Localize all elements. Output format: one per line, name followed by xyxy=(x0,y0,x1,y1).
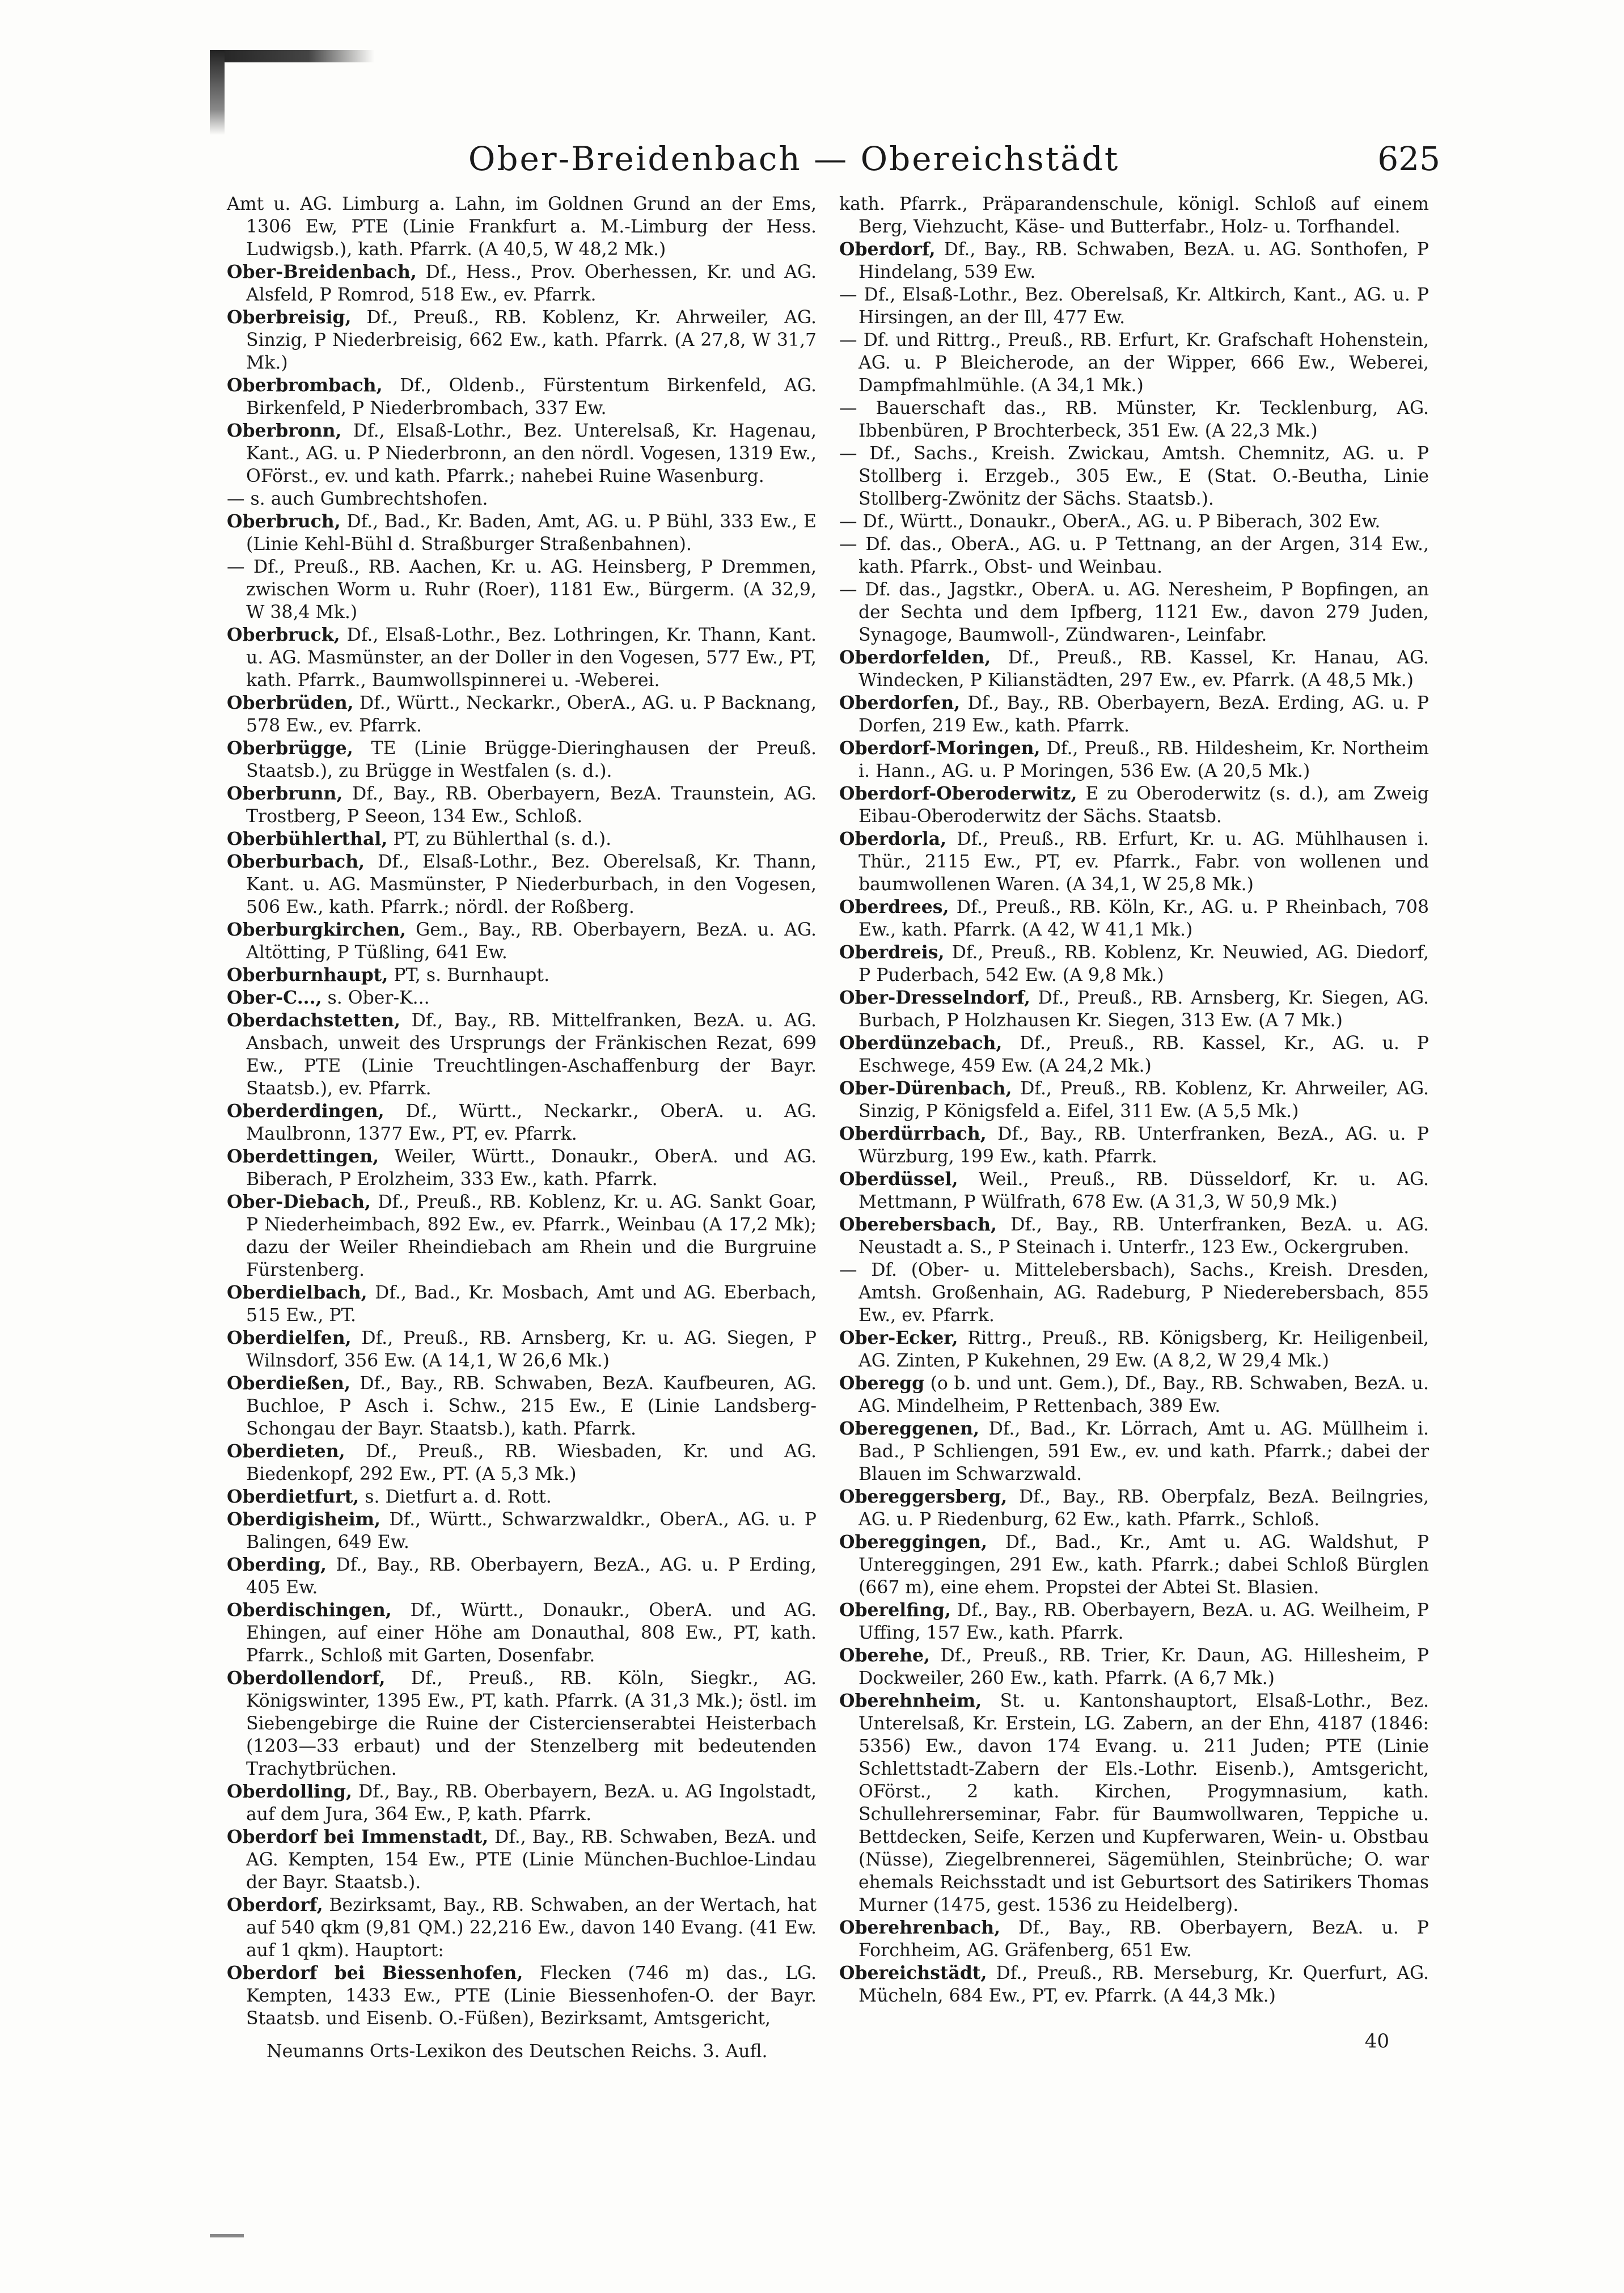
entry-text: Df., Preuß., RB. Koblenz, Kr. Ahrweiler, AG. Sinzig, P Niederbreisig, 662 Ew., kath. Pfarrk. (A 27,8, W 31,7 Mk.) xyxy=(246,307,817,373)
entry-headword: Oberdorf bei Biessenhofen, xyxy=(227,1962,523,1983)
entry-text: — s. auch Gumbrechtshofen. xyxy=(227,489,488,509)
entry-text: TE (Linie Brügge-Dieringhausen der Preuß. Staatsb.), zu Brügge in Westfalen (s. d.). xyxy=(246,738,817,781)
gazetteer-entry xyxy=(839,442,1429,510)
gazetteer-entry xyxy=(839,1418,1429,1486)
gazetteer-entry xyxy=(227,1486,817,1508)
gazetteer-entry xyxy=(839,1531,1429,1599)
entry-headword: Oberburbach, xyxy=(227,851,365,872)
entry-headword: Ober-C..., xyxy=(227,987,322,1008)
entry-text: — Df. das., OberA., AG. u. P Tettnang, an der Argen, 314 Ew., kath. Pfarrk., Obst- und Weinbau. xyxy=(839,534,1429,577)
gazetteer-entry xyxy=(839,284,1429,329)
gazetteer-entry xyxy=(839,737,1429,782)
entry-text: kath. Pfarrk., Präparandenschule, königl. Schloß auf einem Berg, Viehzucht, Käse- und Butterfabr., Holz- u. Torfhandel. xyxy=(839,194,1429,237)
gazetteer-entry xyxy=(839,1327,1429,1372)
entry-text: Df., Bay., RB. Schwaben, BezA. u. AG. Sonthofen, P Hindelang, 539 Ew. xyxy=(858,239,1430,282)
entry-text: Df., Bad., Kr. Baden, Amt, AG. u. P Bühl, 333 Ew., E (Linie Kehl-Bühl d. Straßburger Straßenbahnen). xyxy=(246,511,817,555)
gazetteer-entry xyxy=(227,1599,817,1667)
gazetteer-entry xyxy=(227,1327,817,1372)
entry-headword: Oberbruch, xyxy=(227,511,341,532)
entry-headword: Oberdießen, xyxy=(227,1373,350,1394)
entry-text: Df., Preuß., RB. Kassel, Kr. Hanau, AG. Windecken, P Kilianstädten, 297 Ew., ev. Pfarrk. (A 48,5 Mk.) xyxy=(858,648,1429,691)
entry-text: Df., Preuß., RB. Kassel, Kr., AG. u. P Eschwege, 459 Ew. (A 24,2 Mk.) xyxy=(858,1033,1429,1076)
entry-headword: Oberegg xyxy=(839,1373,925,1394)
entry-text: Df., Bay., RB. Oberbayern, BezA. u. AG Ingolstadt, auf dem Jura, 364 Ew., P, kath. Pfarrk. xyxy=(246,1782,817,1825)
entry-headword: Oberdorla, xyxy=(839,828,947,849)
entry-headword: Oberdorfen, xyxy=(839,692,961,713)
gazetteer-entry xyxy=(839,1259,1429,1327)
entry-text: Weil., Preuß., RB. Düsseldorf, Kr. u. AG. Mettmann, P Wülfrath, 678 Ew. (A 31,3, W 50,9 Mk.) xyxy=(858,1169,1430,1212)
entry-text: Rittrg., Preuß., RB. Königsberg, Kr. Heiligenbeil, AG. Zinten, P Kukehnen, 29 Ew. (A 8,2, W 29,4 Mk.) xyxy=(858,1328,1429,1371)
entry-headword: Oberdorf-Moringen, xyxy=(839,738,1041,759)
gazetteer-entry xyxy=(227,1508,817,1554)
entry-text: Df., Preuß., RB. Arnsberg, Kr. Siegen, AG. Burbach, P Holzhausen Kr. Siegen, 313 Ew. (A 7 Mk.) xyxy=(858,988,1430,1031)
entry-text: Df., Preuß., RB. Wiesbaden, Kr. und AG. Biedenkopf, 292 Ew., PT. (A 5,3 Mk.) xyxy=(246,1441,817,1484)
entry-headword: Oberdielfen, xyxy=(227,1327,352,1348)
gazetteer-entry xyxy=(227,1372,817,1440)
gazetteer-entry xyxy=(227,1826,817,1894)
gazetteer-entry xyxy=(839,1962,1429,2007)
gazetteer-entry xyxy=(227,964,817,987)
entry-text: (o b. und unt. Gem.), Df., Bay., RB. Schwaben, BezA. u. AG. Mindelheim, P Rettenbach, 389 Ew. xyxy=(858,1373,1430,1416)
entry-headword: Oberdünzebach, xyxy=(839,1033,1003,1054)
entry-headword: Oberdorf bei Immenstadt, xyxy=(227,1826,489,1847)
gazetteer-entry xyxy=(227,1894,817,1962)
gazetteer-entry xyxy=(839,510,1429,533)
gazetteer-entry xyxy=(227,828,817,851)
entry-headword: Ober-Ecker, xyxy=(839,1327,958,1348)
gazetteer-entry xyxy=(227,1962,817,2030)
entry-text: Df., Preuß., RB. Trier, Kr. Daun, AG. Hillesheim, P Dockweiler, 260 Ew., kath. Pfarrk. (A 6,7 Mk.) xyxy=(858,1645,1430,1689)
page-number: 625 xyxy=(1377,139,1440,178)
corner-mark xyxy=(210,50,374,62)
entry-text: Df., Württ., Neckarkr., OberA., AG. u. P Backnang, 578 Ew., ev. Pfarrk. xyxy=(246,693,817,736)
entry-text: Df., Bay., RB. Oberbayern, BezA., AG. u. P Erding, 405 Ew. xyxy=(246,1555,817,1598)
gazetteer-entry xyxy=(839,1372,1429,1418)
entry-headword: Oberdorfelden, xyxy=(839,647,991,668)
scan-speck xyxy=(210,2234,244,2237)
entry-text: Df., Bad., Kr., Amt u. AG. Waldshut, P Untereggingen, 291 Ew., kath. Pfarrk.; dabei Schloß Bürglen (667 m), eine ehem. Propstei der Abtei St. Blasien. xyxy=(858,1532,1430,1598)
entry-text: — Bauerschaft das., RB. Münster, Kr. Tecklenburg, AG. Ibbenbüren, P Brochterbeck, 351 Ew. (A 22,3 Mk.) xyxy=(839,398,1429,441)
entry-headword: Oberdrees, xyxy=(839,896,949,917)
gazetteer-entry xyxy=(227,488,817,510)
gazetteer-entry xyxy=(227,1191,817,1281)
entry-text: — Df., Preuß., RB. Aachen, Kr. u. AG. Heinsberg, P Dremmen, zwischen Worm u. Ruhr (Roer), 1181 Ew., Bürgerm. (A 32,9, W 38,4 Mk.) xyxy=(227,557,817,623)
entry-headword: Oberdorf-Oberoderwitz, xyxy=(839,783,1077,804)
entry-headword: Oberburnhaupt, xyxy=(227,964,388,985)
entry-headword: Oberderdingen, xyxy=(227,1101,384,1122)
gazetteer-entry xyxy=(839,828,1429,896)
entry-headword: Oberding, xyxy=(227,1554,327,1575)
entry-text: — Df. und Rittrg., Preuß., RB. Erfurt, Kr. Grafschaft Hohenstein, AG. u. P Bleicherode, an der Wipper, 666 Ew., Weberei, Dampfmahlmühle. (A 34,1 Mk.) xyxy=(839,330,1429,396)
gazetteer-entry xyxy=(839,1644,1429,1690)
entry-headword: Oberelfing, xyxy=(839,1600,951,1621)
gazetteer-entry xyxy=(839,578,1429,646)
entry-text: Df., Württ., Schwarzwaldkr., OberA., AG. u. P Balingen, 649 Ew. xyxy=(246,1509,817,1552)
entry-headword: Oberburgkirchen, xyxy=(227,919,407,940)
gazetteer-entry xyxy=(227,851,817,919)
entry-headword: Oberebersbach, xyxy=(839,1214,997,1235)
gazetteer-entry xyxy=(839,692,1429,737)
entry-headword: Oberbruck, xyxy=(227,624,340,645)
entry-text: Df., Bad., Kr. Lörrach, Amt u. AG. Müllheim i. Bad., P Schliengen, 591 Ew., ev. und kath. Pfarrk.; dabei der Blauen im Schwarzwald. xyxy=(858,1419,1430,1484)
left-column xyxy=(227,193,817,2030)
entry-headword: Oberbrombach, xyxy=(227,375,383,396)
gazetteer-entry xyxy=(227,1281,817,1327)
entry-headword: Oberdollendorf, xyxy=(227,1668,386,1689)
gazetteer-entry xyxy=(227,1667,817,1780)
gazetteer-entry xyxy=(839,329,1429,397)
gazetteer-entry xyxy=(227,1145,817,1191)
entry-text: Df., Bad., Kr. Mosbach, Amt und AG. Eberbach, 515 Ew., PT. xyxy=(246,1283,817,1326)
entry-headword: Oberbühlerthal, xyxy=(227,828,388,849)
entry-headword: Oberbronn, xyxy=(227,420,342,441)
entry-text: Bezirksamt, Bay., RB. Schwaben, an der Wertach, hat auf 540 qkm (9,81 QM.) 22,216 Ew., davon 140 Evang. (41 Ew. auf 1 qkm). Hauptort: xyxy=(246,1895,817,1961)
entry-text: Gem., Bay., RB. Oberbayern, BezA. u. AG. Altötting, P Tüßling, 641 Ew. xyxy=(246,920,817,963)
entry-text: Df., Preuß., RB. Koblenz, Kr. Ahrweiler, AG. Sinzig, P Königsfeld a. Eifel, 311 Ew. (A 5,5 Mk.) xyxy=(858,1078,1430,1122)
entry-text: Df., Preuß., RB. Arnsberg, Kr. u. AG. Siegen, P Wilnsdorf, 356 Ew. (A 14,1, W 26,6 Mk.) xyxy=(246,1328,817,1371)
entry-headword: Oberbrunn, xyxy=(227,783,343,804)
entry-text: Df., Bay., RB. Oberbayern, BezA. Erding, AG. u. P Dorfen, 219 Ew., kath. Pfarrk. xyxy=(858,693,1429,736)
footer-source: Neumanns Orts-Lexikon des Deutschen Reichs. 3. Aufl. xyxy=(267,2041,768,2062)
gazetteer-entry xyxy=(227,782,817,828)
gazetteer-entry xyxy=(839,646,1429,692)
entry-headword: Oberdettingen, xyxy=(227,1146,379,1167)
gazetteer-entry xyxy=(839,1690,1429,1917)
entry-text: Df., Preuß., RB. Köln, Kr., AG. u. P Rheinbach, 708 Ew., kath. Pfarrk. (A 42, W 41,1 Mk.) xyxy=(858,897,1430,940)
entry-text: Df., Preuß., RB. Hildesheim, Kr. Northeim i. Hann., AG. u. P Moringen, 536 Ew. (A 20,5 Mk.) xyxy=(858,738,1429,781)
entry-headword: Oberdüssel, xyxy=(839,1169,958,1190)
gazetteer-entry xyxy=(227,510,817,556)
gazetteer-entry xyxy=(839,987,1429,1032)
entry-headword: Ober-Dresselndorf, xyxy=(839,987,1030,1008)
entry-text: PT, s. Burnhaupt. xyxy=(394,965,550,985)
entry-headword: Oberdreis, xyxy=(839,942,945,963)
entry-text: Df., Württ., Neckarkr., OberA. u. AG. Maulbronn, 1377 Ew., PT, ev. Pfarrk. xyxy=(246,1101,817,1144)
footer-signature: 40 xyxy=(1364,2030,1389,2053)
gazetteer-entry xyxy=(227,919,817,964)
entry-text: — Df., Sachs., Kreish. Zwickau, Amtsh. Chemnitz, AG. u. P Stollberg i. Erzgeb., 305 Ew., E (Stat. O.-Beutha, Linie Stollberg-Zwönitz der Sächs. Staatsb.). xyxy=(839,443,1429,509)
entry-text: Df., Elsaß-Lothr., Bez. Oberelsaß, Kr. Thann, Kant. u. AG. Masmünster, P Niederburbach, in den Vogesen, 506 Ew., kath. Pfarrk.; nördl. der Roßberg. xyxy=(246,852,817,917)
entry-text: St. u. Kantonshauptort, Elsaß-Lothr., Bez. Unterelsaß, Kr. Erstein, LG. Zabern, an der Ehn, 4187 (1846: 5356) Ew., davon 174 Evang. u. 211 Juden; PTE (Linie Schlettstadt-Zabern der Els.-Lothr. Eisenb.), Amtsgericht, OFörst., 2 kath. Kirchen, Progymnasium, kath. Schullehrerseminar, Fabr. für Baumwollwaren, Teppiche u. Bettdecken, Seife, Kerzen und Kupferwaren, Wein- u. Obstbau (Nüsse), Ziegelbrennerei, Sägemühlen, Steinbrüche; O. war ehemals Reichsstadt und ist Geburtsort des Satirikers Thomas Murner (1475, gest. 1536 zu Heidelberg). xyxy=(858,1691,1430,1915)
gazetteer-entry xyxy=(839,397,1429,442)
gazetteer-entry xyxy=(227,692,817,737)
entry-text: Df., Preuß., RB. Koblenz, Kr. Neuwied, AG. Diedorf, P Puderbach, 542 Ew. (A 9,8 Mk.) xyxy=(858,942,1429,985)
entry-headword: Oberbreisig, xyxy=(227,307,352,328)
gazetteer-entry xyxy=(839,1917,1429,1962)
entry-headword: Oberehe, xyxy=(839,1645,931,1666)
gazetteer-entry xyxy=(839,941,1429,987)
entry-text: Df., Württ., Donaukr., OberA. und AG. Ehingen, auf einer Höhe am Donauthal, 808 Ew., PT, kath. Pfarrk., Schloß mit Garten, Dosenfabr. xyxy=(246,1600,817,1666)
entry-headword: Oberdigisheim, xyxy=(227,1509,381,1530)
gazetteer-entry xyxy=(839,1213,1429,1259)
entry-headword: Obereggersberg, xyxy=(839,1486,1008,1507)
gazetteer-entry xyxy=(227,306,817,374)
entry-headword: Oberdielbach, xyxy=(227,1282,367,1303)
gazetteer-entry xyxy=(839,896,1429,941)
entry-headword: Ober-Breidenbach, xyxy=(227,261,417,282)
entry-headword: Oberdieten, xyxy=(227,1441,345,1462)
entry-text: Df., Preuß., RB. Köln, Siegkr., AG. Königswinter, 1395 Ew., PT, kath. Pfarrk. (A 31,3 Mk.); östl. im Siebengebirge die Ruine der Cistercienserabtei Heisterbach (1203—33 erbaut) und der Stenzelberg mit bedeutenden Trachytbrüchen. xyxy=(246,1668,817,1779)
entry-headword: Oberehrenbach, xyxy=(839,1917,1001,1938)
entry-text: s. Dietfurt a. d. Rott. xyxy=(365,1487,552,1507)
entry-text: s. Ober-K... xyxy=(327,988,430,1008)
entry-text: Df., Preuß., RB. Koblenz, Kr. u. AG. Sankt Goar, P Niederheimbach, 892 Ew., ev. Pfarrk., Weinbau (A 17,2 Mk); dazu der Weiler Rheindiebach am Rhein und die Burgruine Fürstenberg. xyxy=(246,1192,817,1280)
entry-text: Df., Oldenb., Fürstentum Birkenfeld, AG. Birkenfeld, P Niederbrombach, 337 Ew. xyxy=(246,375,817,418)
entry-text: Df., Bay., RB. Oberbayern, BezA. Traunstein, AG. Trostberg, P Seeon, 134 Ew., Schloß. xyxy=(246,784,817,827)
entry-text: Df., Bay., RB. Schwaben, BezA. und AG. Kempten, 154 Ew., PTE (Linie München-Buchloe-Lindau der Bayr. Staatsb.). xyxy=(246,1827,817,1893)
gazetteer-entry xyxy=(227,420,817,488)
entry-text: Df., Hess., Prov. Oberhessen, Kr. und AG. Alsfeld, P Romrod, 518 Ew., ev. Pfarrk. xyxy=(246,262,817,305)
gazetteer-entry xyxy=(839,1168,1429,1213)
gazetteer-entry xyxy=(839,1123,1429,1168)
entry-text: Df., Bay., RB. Oberbayern, BezA. u. P Forchheim, AG. Gräfenberg, 651 Ew. xyxy=(858,1918,1429,1961)
entry-text: — Df., Württ., Donaukr., OberA., AG. u. P Biberach, 302 Ew. xyxy=(839,511,1381,532)
gazetteer-entry xyxy=(839,193,1429,238)
gazetteer-entry xyxy=(227,987,817,1009)
entry-headword: Oberdürrbach, xyxy=(839,1123,987,1144)
entry-headword: Ober-Dürenbach, xyxy=(839,1078,1012,1099)
entry-text: Df., Bay., RB. Oberpfalz, BezA. Beilngries, AG. u. P Riedenburg, 62 Ew., kath. Pfarrk., Schloß. xyxy=(858,1487,1429,1530)
entry-text: Df., Elsaß-Lothr., Bez. Unterelsaß, Kr. Hagenau, Kant., AG. u. P Niederbronn, an den nördl. Vogesen, 1319 Ew., OFörst., ev. und kath. Pfarrk.; nahebei Ruine Wasenburg. xyxy=(246,421,817,486)
entry-headword: Obereichstädt, xyxy=(839,1962,987,1983)
entry-headword: Oberdischingen, xyxy=(227,1600,392,1621)
entry-headword: Oberdolling, xyxy=(227,1781,352,1802)
entry-text: — Df. (Ober- u. Mittelebersbach), Sachs., Kreish. Dresden, Amtsh. Großenhain, AG. Radeburg, P Niederebersbach, 855 Ew., ev. Pfarrk. xyxy=(839,1260,1429,1326)
gazetteer-entry xyxy=(227,1780,817,1826)
gazetteer-entry xyxy=(227,1009,817,1100)
right-column xyxy=(839,193,1429,2007)
entry-text: Flecken (746 m) das., LG. Kempten, 1433 Ew., PTE (Linie Biessenhofen-O. der Bayr. Staatsb. und Eisenb. O.-Füßen), Bezirksamt, Amtsgericht, xyxy=(246,1963,817,2029)
entry-text: Weiler, Württ., Donaukr., OberA. und AG. Biberach, P Erolzheim, 333 Ew., kath. Pfarrk. xyxy=(246,1146,817,1190)
corner-mark-vertical xyxy=(210,50,225,135)
gazetteer-entry xyxy=(227,193,817,261)
page-title: Ober-Breidenbach — Obereichstädt xyxy=(468,139,1120,178)
entry-text: Df., Bay., RB. Schwaben, BezA. Kaufbeuren, AG. Buchloe, P Asch i. Schw., 215 Ew., E (Linie Landsberg-Schongau der Bayr. Staatsb.), kath. Pfarrk. xyxy=(246,1373,817,1439)
gazetteer-entry xyxy=(839,1032,1429,1077)
gazetteer-entry xyxy=(227,624,817,692)
page-header xyxy=(147,136,1440,181)
gazetteer-entry xyxy=(227,1440,817,1486)
entry-headword: Oberdorf, xyxy=(227,1894,323,1915)
entry-text: — Df. das., Jagstkr., OberA. u. AG. Neresheim, P Bopfingen, an der Sechta und dem Ipfberg, 1121 Ew., davon 279 Juden, Synagoge, Baumwoll-, Zündwaren-, Leinfabr. xyxy=(839,579,1429,645)
gazetteer-entry xyxy=(839,1486,1429,1531)
entry-text: Df., Preuß., RB. Erfurt, Kr. u. AG. Mühlhausen i. Thür., 2115 Ew., PT, ev. Pfarrk., Fabr. von wollenen und baumwollenen Waren. (A 34,1, W 25,8 Mk.) xyxy=(858,829,1430,895)
entry-headword: Oberehnheim, xyxy=(839,1690,982,1711)
entry-headword: Oberbrüden, xyxy=(227,692,354,713)
entry-text: — Df., Elsaß-Lothr., Bez. Oberelsaß, Kr. Altkirch, Kant., AG. u. P Hirsingen, an der Ill, 477 Ew. xyxy=(839,285,1429,328)
entry-headword: Oberdietfurt, xyxy=(227,1486,360,1507)
entry-text: PT, zu Bühlerthal (s. d.). xyxy=(393,829,612,849)
entry-text: Amt u. AG. Limburg a. Lahn, im Goldnen Grund an der Ems, 1306 Ew, PTE (Linie Frankfurt a. M.-Limburg der Hess. Ludwigsb.), kath. Pfarrk. (A 40,5, W 48,2 Mk.) xyxy=(227,194,817,260)
gazetteer-entry xyxy=(227,1554,817,1599)
entry-text: Df., Bay., RB. Oberbayern, BezA. u. AG. Weilheim, P Uffing, 157 Ew., kath. Pfarrk. xyxy=(858,1600,1429,1643)
gazetteer-entry xyxy=(839,533,1429,578)
entry-headword: Oberbrügge, xyxy=(227,738,353,759)
entry-text: Df., Bay., RB. Unterfranken, BezA., AG. u. P Würzburg, 199 Ew., kath. Pfarrk. xyxy=(858,1124,1429,1167)
gazetteer-entry xyxy=(839,1077,1429,1123)
entry-headword: Obereggingen, xyxy=(839,1532,987,1552)
entry-text: E zu Oberoderwitz (s. d.), am Zweig Eibau-Oberoderwitz der Sächs. Staatsb. xyxy=(858,784,1430,827)
gazetteer-entry xyxy=(839,782,1429,828)
entry-headword: Obereggenen, xyxy=(839,1418,980,1439)
entry-text: Df., Elsaß-Lothr., Bez. Lothringen, Kr. Thann, Kant. u. AG. Masmünster, an der Doller in den Vogesen, 577 Ew., PT, kath. Pfarrk., Baumwollspinnerei u. -Weberei. xyxy=(246,625,817,691)
entry-text: Df., Bay., RB. Unterfranken, BezA. u. AG. Neustadt a. S., P Steinach i. Unterfr., 123 Ew., Ockergruben. xyxy=(858,1215,1429,1258)
entry-headword: Oberdorf, xyxy=(839,239,936,260)
entry-text: Df., Preuß., RB. Merseburg, Kr. Querfurt, AG. Mücheln, 684 Ew., PT, ev. Pfarrk. (A 44,3 Mk.) xyxy=(858,1963,1429,2006)
gazetteer-entry xyxy=(839,238,1429,284)
gazetteer-entry xyxy=(227,1100,817,1145)
gazetteer-entry xyxy=(227,261,817,306)
gazetteer-entry xyxy=(227,556,817,624)
gazetteer-entry xyxy=(227,374,817,420)
entry-headword: Oberdachstetten, xyxy=(227,1010,400,1031)
entry-headword: Ober-Diebach, xyxy=(227,1191,371,1212)
gazetteer-entry xyxy=(227,737,817,782)
gazetteer-entry xyxy=(839,1599,1429,1644)
entry-text: Df., Bay., RB. Mittelfranken, BezA. u. AG. Ansbach, unweit des Ursprungs der Fränkischen Rezat, 699 Ew., PTE (Linie Treuchtlingen-Aschaffenburg der Bayr. Staatsb.), ev. Pfarrk. xyxy=(246,1010,817,1099)
